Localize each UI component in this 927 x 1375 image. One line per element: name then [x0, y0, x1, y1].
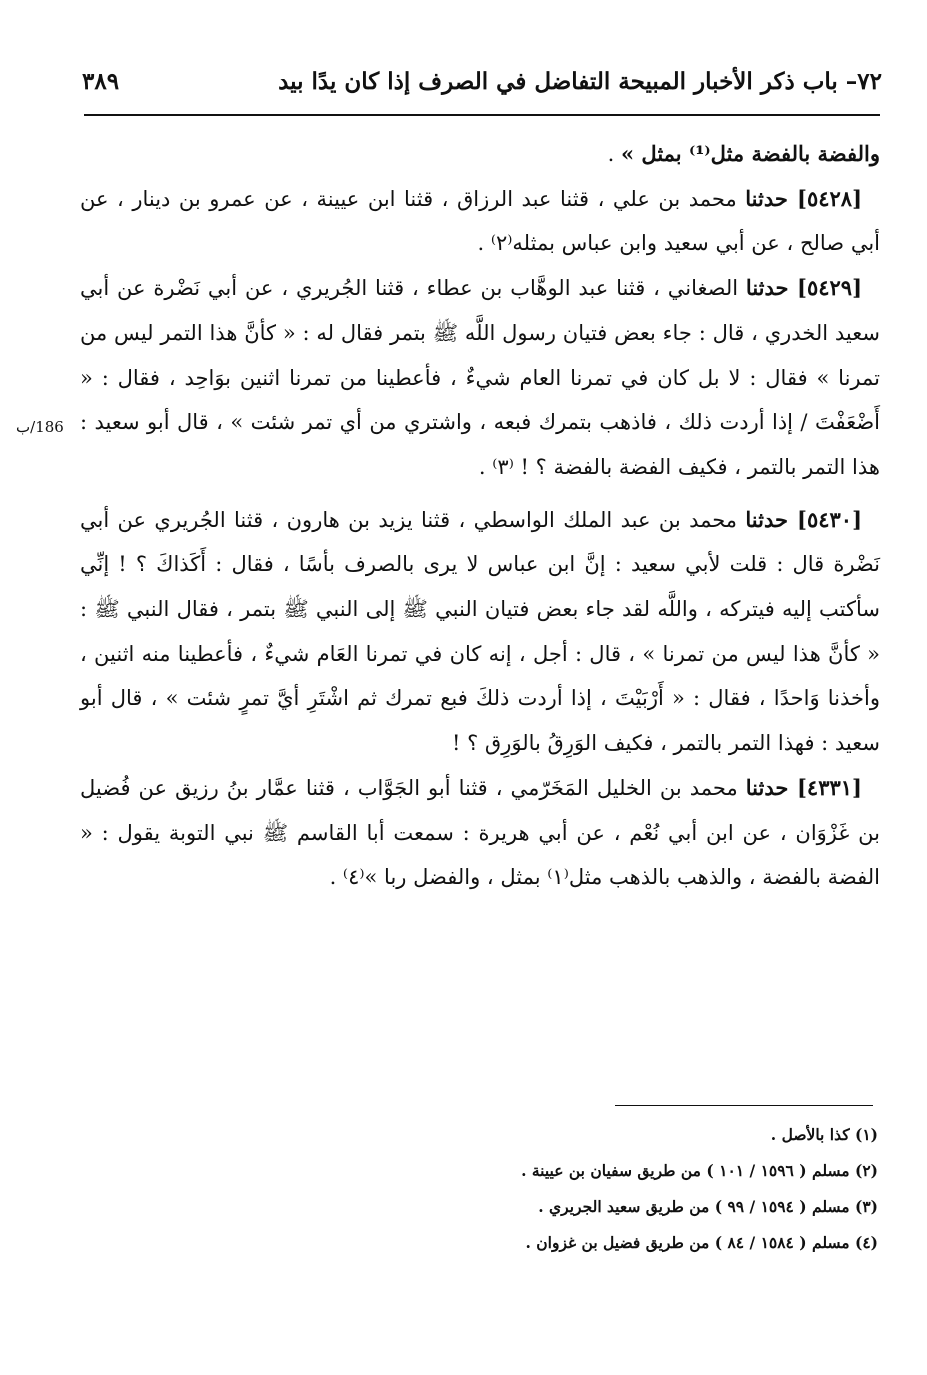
page-header: [82, 60, 882, 104]
page-number: ٣٨٩: [82, 68, 120, 95]
hadith-number-lead: [٥٤٣٠] حدثنا: [745, 506, 862, 532]
paragraph-hadith-5429: [80, 266, 880, 490]
footnote-1: (١) كذا بالأصل .: [770, 1125, 878, 1144]
paragraph-text: الصغاني ، قثنا عبد الوهَّاب بن عطاء ، قثنا الجُريري ، عن أبي نَضْرة عن أبي سعيد الخدري ، قال : جاء بعض فتيان رسول اللَّه ﷺ بتمر فقال له : « كأنَّ هذا التمر ليس من تمرنا » فقال : لا بل كان في تمرنا العام شيءٌ ، فأعطينا من تمرنا اثنين بوَاحِد ، فقال : « أَضْعَفْتَ / إذا أردت ذلك ، فاذهب بتمرك فبعه ، واشتري من أي تمر شئت » ، قال أبو سعيد : هذا التمر بالتمر ، فكيف الفضة بالفضة ؟ ! ⁽٣⁾ .: [80, 276, 880, 479]
footnote-rule: [615, 1105, 873, 1106]
hadith-number-lead: [٤٣٣١] حدثنا: [745, 774, 862, 800]
footnote-3: (٣) مسلم ( ١٥٩٤ / ٩٩ ) من طريق سعيد الجريري .: [538, 1197, 878, 1216]
paragraph-text: .: [607, 142, 621, 166]
paragraph-text: محمد بن الخليل المَخَرّمي ، قثنا أبو الجَوَّاب ، قثنا عمَّار بنُ رزيق عن فُضيل بن غَزْوَان ، عن ابن أبي نُعْم ، عن أبي هريرة : سمعت أبا القاسم ﷺ نبي التوبة يقول : « الفضة بالفضة ، والذهب بالذهب مثل⁽١⁾ بمثل ، والفضل ربا »⁽٤⁾ .: [80, 775, 880, 890]
chapter-title: ٧٢– باب ذكر الأخبار المبيحة التفاضل في الصرف إذا كان يدًا بيد: [278, 68, 882, 95]
footnote-4: (٤) مسلم ( ١٥٨٤ / ٨٤ ) من طريق فضيل بن غزوان .: [525, 1233, 878, 1252]
main-text: [80, 132, 880, 900]
paragraph-hadith-4331: [80, 766, 880, 900]
margin-folio-note: 186/ب: [16, 418, 64, 436]
paragraph-continuation: [80, 132, 880, 177]
paragraph-hadith-5430: [80, 498, 880, 766]
paragraph-text: محمد بن عبد الملك الواسطي ، قثنا يزيد بن هارون ، قثنا الجُريري عن أبي نَضْرة قال : قلت لأبي سعيد : إنَّ ابن عباس لا يرى بالصرف بأسًا ، فقال : أَكَذاكَ ؟ ! إنِّي سأكتب إليه فيتركه ، واللَّه لقد جاء بعض فتيان النبي ﷺ إلى النبي ﷺ بتمر ، فقال النبي ﷺ : « كأنَّ هذا ليس من تمرنا » ، قال : أجل ، إنه كان في تمرنا العَام شيءٌ ، فأعطينا منه اثنين ، وأخذنا وَاحدًا ، فقال : « أَرْبَيْتَ ، إذا أردت ذلكَ فبع تمرك ثم اشْتَرِ أيَّ تمرٍ شئت » ، قال أبو سعيد : فهذا التمر بالتمر ، فكيف الوَرِقُ بالوَرِق ؟ !: [80, 507, 880, 756]
hadith-number-lead: [٥٤٢٨] حدثنا: [745, 185, 862, 211]
hadith-number-lead: [٥٤٢٩] حدثنا: [745, 275, 862, 301]
header-rule: [84, 114, 880, 116]
paragraph-hadith-5428: [80, 177, 880, 266]
paragraph-bold-lead: والفضة بالفضة مثل⁽¹⁾ بمثل »: [620, 141, 880, 166]
footnotes: [300, 1117, 878, 1261]
footnote-2: (٢) مسلم ( ١٥٩٦ / ١٠١ ) من طريق سفيان بن عيينة .: [521, 1161, 878, 1180]
paragraph-text: محمد بن علي ، قثنا عبد الرزاق ، قثنا ابن عيينة ، عن عمرو بن دينار ، عن أبي صالح ، عن أبي سعيد وابن عباس بمثله⁽٢⁾ .: [80, 186, 880, 256]
